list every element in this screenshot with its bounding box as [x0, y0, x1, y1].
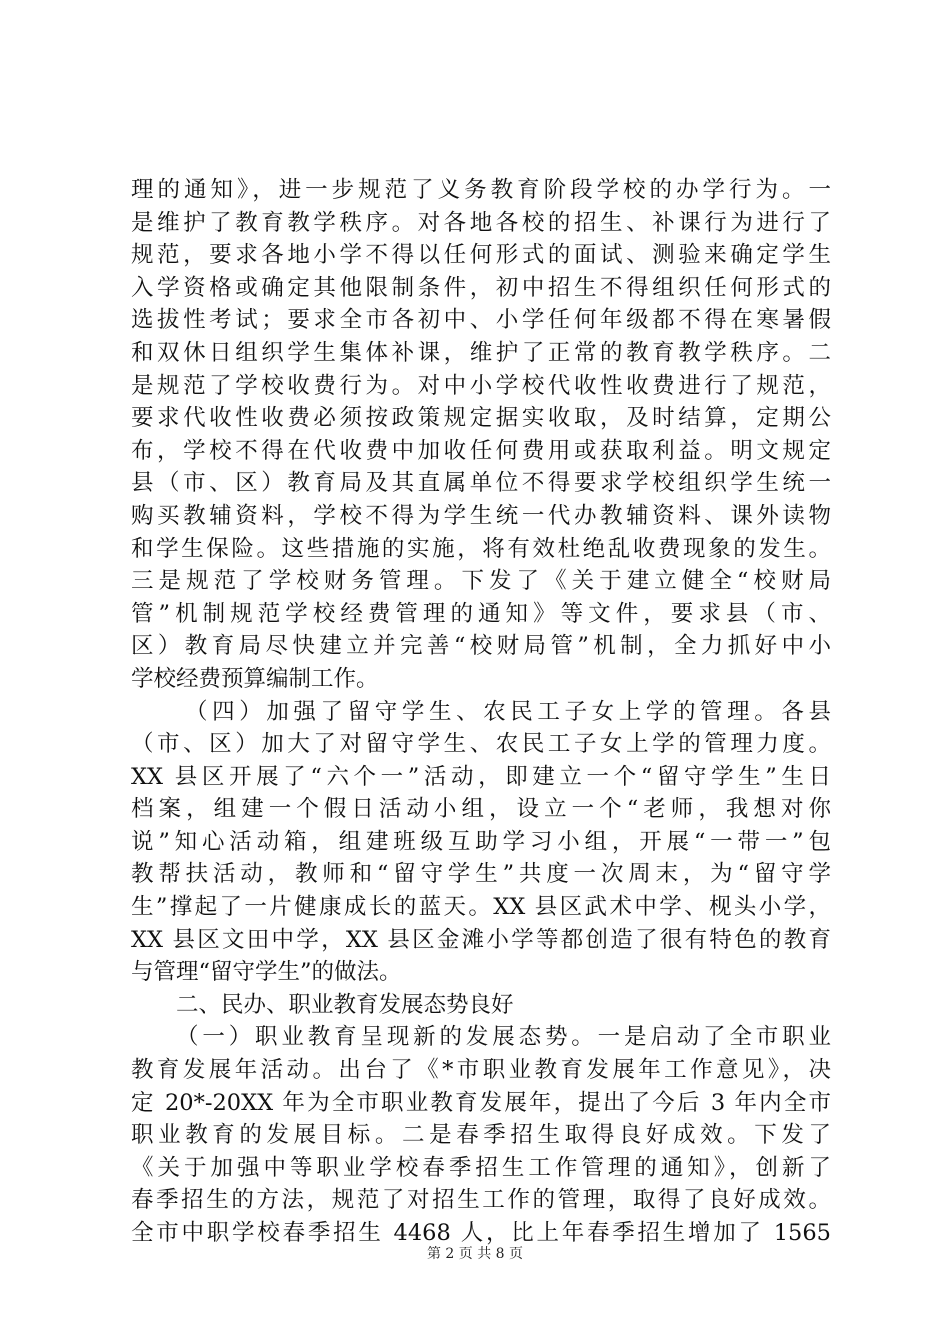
text-line: 定 20*-20XX 年为全市职业教育发展年，提出了今后 3 年内全市: [131, 1089, 831, 1116]
paragraph-heading: （一）职业教育呈现新的发展态势。一是启动了全市职业: [176, 1024, 831, 1051]
text-line: 说”知心活动箱，组建班级互助学习小组，开展“一带一”包: [131, 828, 831, 855]
text-line: 规范，要求各地小学不得以任何形式的面试、测验来确定学生: [131, 242, 831, 269]
text-line: 生”撑起了一片健康成长的蓝天。XX 县区武术中学、枧头小学，: [131, 894, 831, 921]
page-number-footer: 第 2 页 共 8 页: [426, 1246, 524, 1262]
text-line: 学校经费预算编制工作。: [131, 665, 379, 692]
text-line: 全市中职学校春季招生 4468 人，比上年春季招生增加了 1565: [131, 1220, 831, 1246]
text-line: 管”机制规范学校经费管理的通知》等文件，要求县（市、: [131, 600, 831, 627]
text-line: 教育发展年活动。出台了《*市职业教育发展年工作意见》，决: [131, 1057, 831, 1084]
section-heading: 二、民办、职业教育发展态势良好: [176, 991, 514, 1018]
body-text: [131, 174, 831, 1250]
text-line: 是维护了教育教学秩序。对各地各校的招生、补课行为进行了: [131, 209, 831, 236]
text-line: 档案，组建一个假日活动小组，设立一个“老师，我想对你: [131, 796, 831, 823]
text-line: 要求代收性收费必须按政策规定据实收取，及时结算，定期公: [131, 405, 831, 432]
text-line: 购买教辅资料，学校不得为学生统一代办教辅资料、课外读物: [131, 502, 831, 529]
text-line: （市、区）加大了对留守学生、农民工子女上学的管理力度。: [131, 731, 831, 758]
text-line: 职业教育的发展目标。二是春季招生取得良好成效。下发了: [131, 1122, 831, 1149]
text-line: 和双休日组织学生集体补课，维护了正常的教育教学秩序。二: [131, 339, 831, 366]
text-line: XX 县区开展了“六个一”活动，即建立一个“留守学生”生日: [131, 763, 831, 790]
text-line: 县（市、区）教育局及其直属单位不得要求学校组织学生统一: [131, 470, 831, 497]
text-line: 选拔性考试；要求全市各初中、小学任何年级都不得在寒暑假: [131, 307, 831, 334]
paragraph-heading: （四）加强了留守学生、农民工子女上学的管理。各县: [185, 698, 831, 725]
text-line: 教帮扶活动，教师和“留守学生”共度一次周末，为“留守学: [131, 861, 831, 888]
text-line: 布，学校不得在代收费中加收任何费用或获取利益。明文规定: [131, 437, 831, 464]
text-line: 区）教育局尽快建立并完善“校财局管”机制，全力抓好中小: [131, 633, 831, 660]
text-line: 是规范了学校收费行为。对中小学校代收性收费进行了规范，: [131, 372, 831, 399]
text-line: 春季招生的方法，规范了对招生工作的管理，取得了良好成效。: [131, 1187, 831, 1214]
text-line: 入学资格或确定其他限制条件，初中招生不得组织任何形式的: [131, 274, 831, 301]
text-line: 和学生保险。这些措施的实施，将有效杜绝乱收费现象的发生。: [131, 535, 831, 562]
text-line: 理的通知》，进一步规范了义务教育阶段学校的办学行为。一: [131, 177, 831, 203]
text-line: 与管理“留守学生”的做法。: [131, 959, 402, 986]
text-line: 《关于加强中等职业学校春季招生工作管理的通知》，创新了: [131, 1154, 831, 1181]
text-line: 三是规范了学校财务管理。下发了《关于建立健全“校财局: [131, 568, 831, 595]
text-line: XX 县区文田中学，XX 县区金滩小学等都创造了很有特色的教育: [131, 926, 831, 953]
